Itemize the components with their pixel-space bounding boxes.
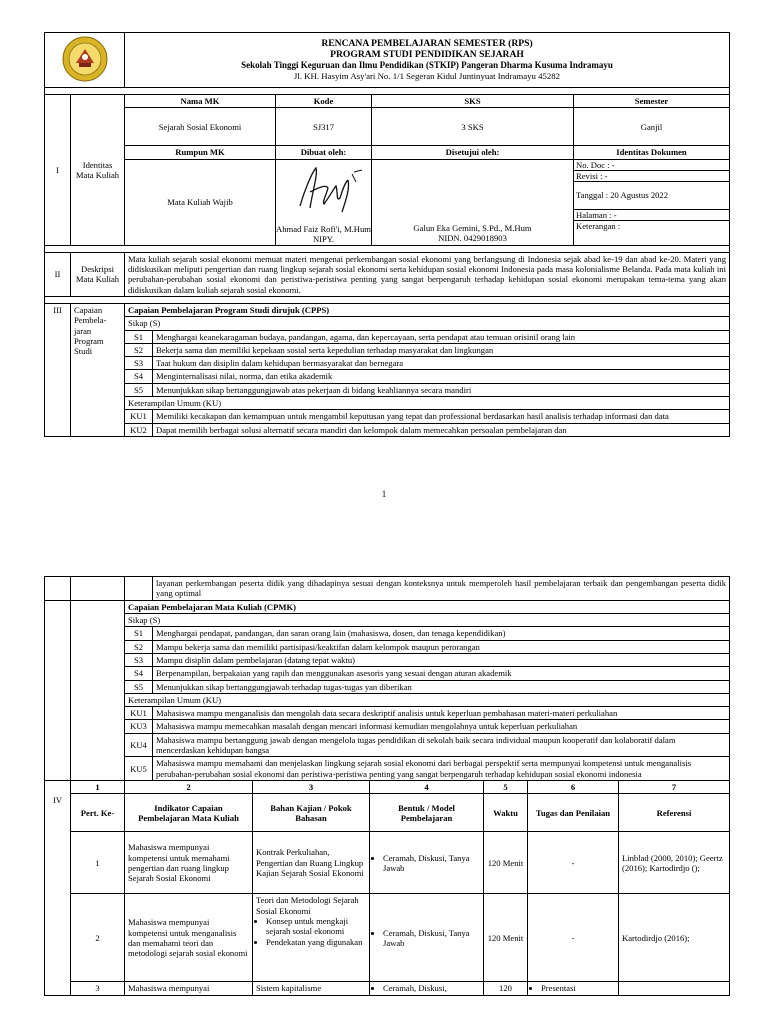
- rumpun-mk: Mata Kuliah Wajib: [125, 159, 276, 245]
- institution-address: Jl. KH. Hasyim Asy'ari No. 1/1 Segeran Kidul Juntinyuat Indramayu 45282: [293, 71, 561, 82]
- ku-title: Keterampilan Umum (KU): [125, 693, 730, 706]
- author-nip: NIPY.: [312, 234, 335, 245]
- waktu: 120: [484, 982, 528, 995]
- cpps-title: Capaian Pembelajaran Program Studi dirujuk (CPPS): [125, 303, 730, 316]
- col-header: Pert. Ke-: [71, 794, 125, 832]
- indikator: Mahasiswa mempunyai: [125, 982, 253, 995]
- cpmk-table: [44, 576, 730, 781]
- list-item: • Pendekatan yang digunakan: [266, 937, 366, 947]
- code: S1: [125, 627, 153, 640]
- waktu: 120 Menit: [484, 832, 528, 894]
- cpl-text: Dapat memilih berbagai solusi alternatif secara mandiri dan kelompok dalam memecahkan persoalan pembelajaran dan: [153, 423, 730, 436]
- header-text-cell: [125, 33, 730, 88]
- tugas-penilaian: [528, 982, 619, 995]
- col-header: Kode: [276, 95, 372, 108]
- blank-cell: [45, 600, 71, 780]
- doc-no: No. Doc : -: [574, 160, 729, 171]
- list-item: • Konsep untuk mengkaji sejarah sosial ekonomi: [266, 916, 366, 937]
- tugas-penilaian: -: [528, 894, 619, 982]
- col-number: 3: [253, 781, 370, 794]
- sikap-title: Sikap (S): [125, 613, 730, 626]
- signature-icon: [282, 162, 372, 216]
- cpmk-text: Mahasiswa mampu menganalisis dan mengolah data secara deskriptif analisis untuk keperluan pembahasan materi-materi perkuliahan: [153, 707, 730, 720]
- rencana-table: [44, 780, 730, 996]
- rps-page-1: [44, 32, 730, 437]
- capaian-table: [44, 303, 730, 437]
- bahan-title: Teori dan Metodologi Sejarah Sosial Ekonomi: [256, 895, 359, 916]
- bentuk-pembelajaran: [370, 832, 484, 894]
- approver-nidn: NIDN. 0429018903: [438, 233, 507, 244]
- program-title: PROGRAM STUDI PENDIDIKAN SEJARAH: [330, 49, 524, 61]
- col-number: 7: [619, 781, 730, 794]
- code: KU1: [125, 410, 153, 423]
- referensi: Kartodirdjo (2016);: [619, 894, 730, 982]
- cpmk-text: Mampu disiplin dalam pembelajaran (datang tepat waktu): [153, 653, 730, 666]
- code: S5: [125, 383, 153, 396]
- col-header: Rumpun MK: [125, 146, 276, 159]
- rps-page-2: [44, 576, 730, 996]
- code: S2: [125, 640, 153, 653]
- list-item: • Ceramah, Diskusi, Tanya Jawab: [383, 853, 480, 874]
- pertemuan: 3: [71, 982, 125, 995]
- author-name: Ahmad Faiz Rofi'i, M.Hum: [276, 224, 371, 234]
- indikator: Mahasiswa mempunyai kompetensi untuk memahami pengertian dan ruang lingkup Sejarah Sosial Ekonomi: [125, 832, 253, 894]
- stkip-logo-icon: [62, 36, 108, 82]
- table-row: [45, 982, 730, 995]
- list-item: • Ceramah, Diskusi,: [383, 983, 480, 993]
- section-num: I: [45, 95, 71, 246]
- doc-title: RENCANA PEMBELAJARAN SEMESTER (RPS): [321, 38, 533, 50]
- ku-title: Keterampilan Umum (KU): [125, 397, 730, 410]
- col-number: 6: [528, 781, 619, 794]
- blank-cell: [71, 600, 125, 780]
- code: KU3: [125, 720, 153, 733]
- col-header: Nama MK: [125, 95, 276, 108]
- code: S3: [125, 653, 153, 666]
- list-item: • Presentasi: [541, 983, 615, 993]
- section-label: Deskripsi Mata Kuliah: [71, 252, 125, 296]
- referensi: [619, 982, 730, 995]
- section-num: IV: [45, 781, 71, 996]
- logo-cell: [45, 33, 125, 88]
- cpmk-title: Capaian Pembelajaran Mata Kuliah (CPMK): [125, 600, 730, 613]
- cpl-text: Menunjukkan sikap bertanggungjawab atas pekerjaan di bidang keahliannya secara mandiri: [153, 383, 730, 396]
- code: S1: [125, 330, 153, 343]
- dibuat-cell: [276, 159, 372, 245]
- doc-keterangan: Keterangan :: [576, 220, 621, 231]
- approver-name: Galun Eka Gemini, S.Pd., M.Hum: [413, 223, 532, 233]
- ku2-continuation: layanan perkembangan peserta didik yang dihadapinya sesuai dengan konteksnya untuk memperoleh hasil pembelajaran terbaik dan pengembangan peserta didik yang optimal: [153, 577, 730, 601]
- bahan-kajian: Sistem kapitalisme: [253, 982, 370, 995]
- description-text: Mata kuliah sejarah sosial ekonomi memuat materi mengenai perkembangan sosial ekonomi yang berlangsung di Indonesia sejak abad ke-19 dan abad ke-20. Materi yang didiskusikan meliputi pengertian dan ruang lingkup sejarah sosial ekonomi serta kehidupan sosial ekonomi Indonesia pada masa kolonialisme Belanda. Pada mata kuliah ini perubahan-perubahan sosial ekonomi dan peristiwa-peristiwa penting yang sangat berpengaruh terhadap kehidupan sosial ekonomi merupakan tema-tema yang akan didiskusikan dalam kuliah sejarah sosial ekonomi.: [125, 252, 730, 296]
- blank-cell: [71, 577, 125, 601]
- course-semester: Ganjil: [574, 108, 730, 146]
- cpmk-text: Mahasiswa mampu bertanggung jawab dengan mengelola tugas pendidikan di sekolah baik secara individual maupun kooperatif dan kolaboratif dalam mencerdaskan kehidupan bangsa: [153, 733, 730, 757]
- referensi: Linblad (2000, 2010); Geertz (2016); Kartodirdjo ();: [619, 832, 730, 894]
- cpl-text: Taat hukum dan disiplin dalam kehidupan bermasyarakat dan bernegara: [153, 357, 730, 370]
- bahan-kajian: Kontrak Perkuliahan, Pengertian dan Ruang Lingkup Kajian Sejarah Sosial Ekonomi: [253, 832, 370, 894]
- code: S5: [125, 680, 153, 693]
- code: S4: [125, 370, 153, 383]
- col-header: Bahan Kajian / Pokok Bahasan: [253, 794, 370, 832]
- blank-cell: [45, 577, 71, 601]
- cpl-text: Memiliki kecakapan dan kemampuan untuk mengambil keputusan yang tepat dan professional berdasarkan hasil analisis terhadap informasi dan data: [153, 410, 730, 423]
- header-table: [44, 32, 730, 95]
- col-header: Dibuat oleh:: [276, 146, 372, 159]
- doc-revisi: Revisi : -: [574, 171, 729, 182]
- col-header: Tugas dan Penilaian: [528, 794, 619, 832]
- col-header: Waktu: [484, 794, 528, 832]
- cpmk-text: Mahasiswa mampu memahami dan menjelaskan lingkung sejarah sosial ekonomi dari berbagai perspektif serta mempunyai kompetensi untuk menganalisis perubahan-perubahan sosial ekonomi dan peristiwa-peristiwa penting yang sangat berpengaruh terhadap kehidupan sosial ekonomi indonesia: [153, 757, 730, 781]
- tugas-penilaian: -: [528, 832, 619, 894]
- disetujui-cell: [372, 159, 574, 245]
- col-header: Bentuk / Model Pembelajaran: [370, 794, 484, 832]
- course-name: Sejarah Sosial Ekonomi: [125, 108, 276, 146]
- col-number: 5: [484, 781, 528, 794]
- col-number: 1: [71, 781, 125, 794]
- code: KU2: [125, 423, 153, 436]
- col-header: SKS: [372, 95, 574, 108]
- pertemuan: 2: [71, 894, 125, 982]
- course-code: SJ317: [276, 108, 372, 146]
- col-header: Disetujui oleh:: [372, 146, 574, 159]
- section-label: Capaian Pembela-jaran Program Studi: [71, 303, 125, 436]
- code: KU1: [125, 707, 153, 720]
- col-number: 2: [125, 781, 253, 794]
- col-number: 4: [370, 781, 484, 794]
- bahan-kajian: [253, 894, 370, 982]
- code: S4: [125, 667, 153, 680]
- indikator: Mahasiswa mempunyai kompetensi untuk menganalisis dan memahami teori dan metodologi sejarah sosial ekonomi: [125, 894, 253, 982]
- cpmk-text: Menghargai pendapat, pandangan, dan saran orang lain (mahasiswa, dosen, dan tenaga kependidikan): [153, 627, 730, 640]
- cpmk-text: Menunjukkan sikap bertanggungjawab terhadap tugas-tugas yan diberikan: [153, 680, 730, 693]
- sikap-title: Sikap (S): [125, 317, 730, 330]
- page-number: 1: [381, 489, 387, 499]
- bentuk-pembelajaran: [370, 982, 484, 995]
- code: S2: [125, 343, 153, 356]
- identitas-table: [44, 94, 730, 253]
- code: KU4: [125, 733, 153, 757]
- section-num: II: [45, 252, 71, 296]
- deskripsi-table: [44, 252, 730, 304]
- course-sks: 3 SKS: [372, 108, 574, 146]
- cpmk-text: Mampu bekerja sama dan memiliki partisipasi/keaktifan dalam kelompok maupun perorangan: [153, 640, 730, 653]
- list-item: • Ceramah, Diskusi, Tanya Jawab: [383, 928, 480, 949]
- code: KU5: [125, 757, 153, 781]
- institution-name: Sekolah Tinggi Keguruan dan Ilmu Pendidikan (STKIP) Pangeran Dharma Kusuma Indramayu: [241, 60, 613, 71]
- section-num: III: [45, 303, 71, 436]
- cpl-text: Menginternalisasi nilai, norma, dan etika akademik: [153, 370, 730, 383]
- col-header: Referensi: [619, 794, 730, 832]
- doc-tanggal: Tanggal : 20 Agustus 2022: [574, 182, 729, 209]
- bentuk-pembelajaran: [370, 894, 484, 982]
- blank-cell: [125, 577, 153, 601]
- doc-halaman: Halaman : -: [574, 210, 729, 221]
- col-header: Indikator Capaian Pembelajaran Mata Kuliah: [125, 794, 253, 832]
- waktu: 120 Menit: [484, 894, 528, 982]
- cpl-text: Bekerja sama dan memiliki kepekaan sosial serta kepedulian terhadap masyarakat dan lingkungan: [153, 343, 730, 356]
- col-header: Semester: [574, 95, 730, 108]
- table-row: [45, 832, 730, 894]
- cpl-text: Menghargai keanekaragaman budaya, pandangan, agama, dan kepercayaan, serta pendapat atau temuan orisinil orang lain: [153, 330, 730, 343]
- cpmk-text: Mahasiswa mampu memecahkan masalah dengan mencari informasi kemudian mengolahnya untuk keperluan perkuliahan: [153, 720, 730, 733]
- table-row: [45, 894, 730, 982]
- doc-identity-cell: [574, 159, 730, 245]
- pertemuan: 1: [71, 832, 125, 894]
- section-label: Identitas Mata Kuliah: [71, 95, 125, 246]
- col-header: Identitas Dokumen: [574, 146, 730, 159]
- code: S3: [125, 357, 153, 370]
- cpmk-text: Berpenampilan, berpakaian yang rapih dan menggunakan asesoris yang sesuai dengan aturan akademik: [153, 667, 730, 680]
